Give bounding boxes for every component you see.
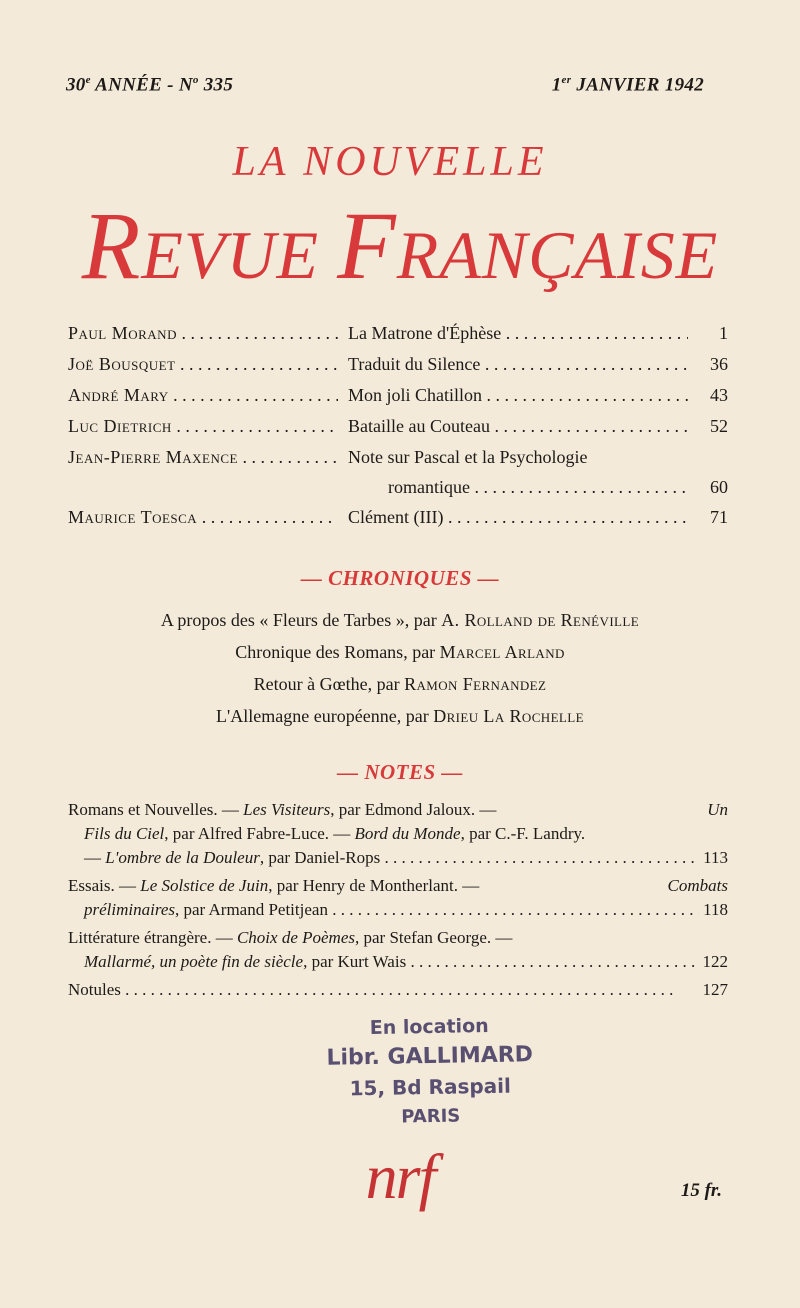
masthead-line1: LA NOUVELLE [232,139,548,185]
toc-author: Jean-Pierre Maxence . . . [68,447,338,468]
stamp-line: 15, Bd Raspail [349,1073,512,1101]
note-page: 122 [699,950,729,974]
toc-page: 71 [710,507,728,527]
note-line: Romans et Nouvelles. — Les Visiteurs, par Edmond Jaloux. — Un [68,800,728,819]
chronique-item: Chronique des Romans, par Marcel Arland [235,642,565,662]
issue-date: 1er JANVIER 1942 [551,74,704,96]
note-page: 118 [699,898,728,922]
chroniques-heading: — CHRONIQUES — [300,566,500,590]
toc-author: Maurice Toesca . . . [68,507,338,528]
stamp-line: PARIS [401,1105,461,1128]
note-romans [68,798,728,870]
toc-row [68,354,728,385]
toc-page: 60 [710,477,728,497]
note-line: Essais. — Le Solstice de Juin, par Henry de Montherlant. — Combats [68,876,728,895]
bookseller-stamp [299,1010,561,1135]
note-line: Notules 127 . . . [68,978,728,1002]
toc-row [68,416,728,447]
note-page: 113 [699,846,728,870]
toc-author: André Mary . . . [68,385,338,406]
toc-work-continued: romantique . . . [388,477,688,498]
price: 15 fr. [680,1180,722,1201]
stamp-line: En location [369,1014,489,1040]
toc-work: Note sur Pascal et la Psychologie [348,447,588,467]
toc-work: Traduit du Silence . . . [348,354,688,375]
notes-list [68,798,728,1006]
chronique-item: A propos des « Fleurs de Tarbes », par A. Rolland de Renéville [160,610,640,630]
toc-author: Luc Dietrich . . . [68,416,338,437]
note-page: 127 [699,978,729,1002]
chronique-item: Retour à Gœthe, par Ramon Fernandez [253,674,547,694]
toc-author: Joë Bousquet . . . [68,354,338,375]
note-line: Littérature étrangère. — Choix de Poèmes, par Stefan George. — [68,928,513,947]
table-of-contents [68,323,728,538]
nrf-logo: nrf [365,1141,435,1212]
notes-heading: — NOTES — [337,760,463,784]
note-line: Fils du Ciel, par Alfred Fabre-Luce. — Bord du Monde, par C.-F. Landry. [84,824,586,843]
note-essais [68,874,728,922]
issue-number: 30e ANNÉE - $N^o$ 335 [66,74,234,96]
toc-page: 1 [719,323,728,343]
masthead-title: REVUE FRANÇAISE [81,192,719,299]
toc-page: 43 [710,385,728,405]
note-line: — L'ombre de la Douleur, par Daniel-Rops 113 . . . [68,846,728,870]
note-notules [68,978,728,1002]
toc-work: Mon joli Chatillon . . . [348,385,688,406]
note-line: préliminaires, par Armand Petitjean 118 . . . [68,898,728,922]
chronique-item: L'Allemagne européenne, par Drieu La Rochelle [216,706,584,726]
toc-author: Paul Morand . . . [68,323,338,344]
toc-page: 52 [710,416,728,436]
toc-row [68,507,728,538]
toc-row [68,385,728,416]
toc-work: La Matrone d'Éphèse . . . [348,323,688,344]
note-litterature [68,926,728,974]
toc-row [68,323,728,354]
note-line: Mallarmé, un poète fin de siècle, par Kurt Wais 122 . . . [68,950,728,974]
stamp-line: Libr. GALLIMARD [326,1042,534,1071]
toc-page: 36 [710,354,728,374]
toc-row [68,447,728,507]
toc-work: Clément (III) . . . [348,507,688,528]
toc-work: Bataille au Couteau . . . [348,416,688,437]
